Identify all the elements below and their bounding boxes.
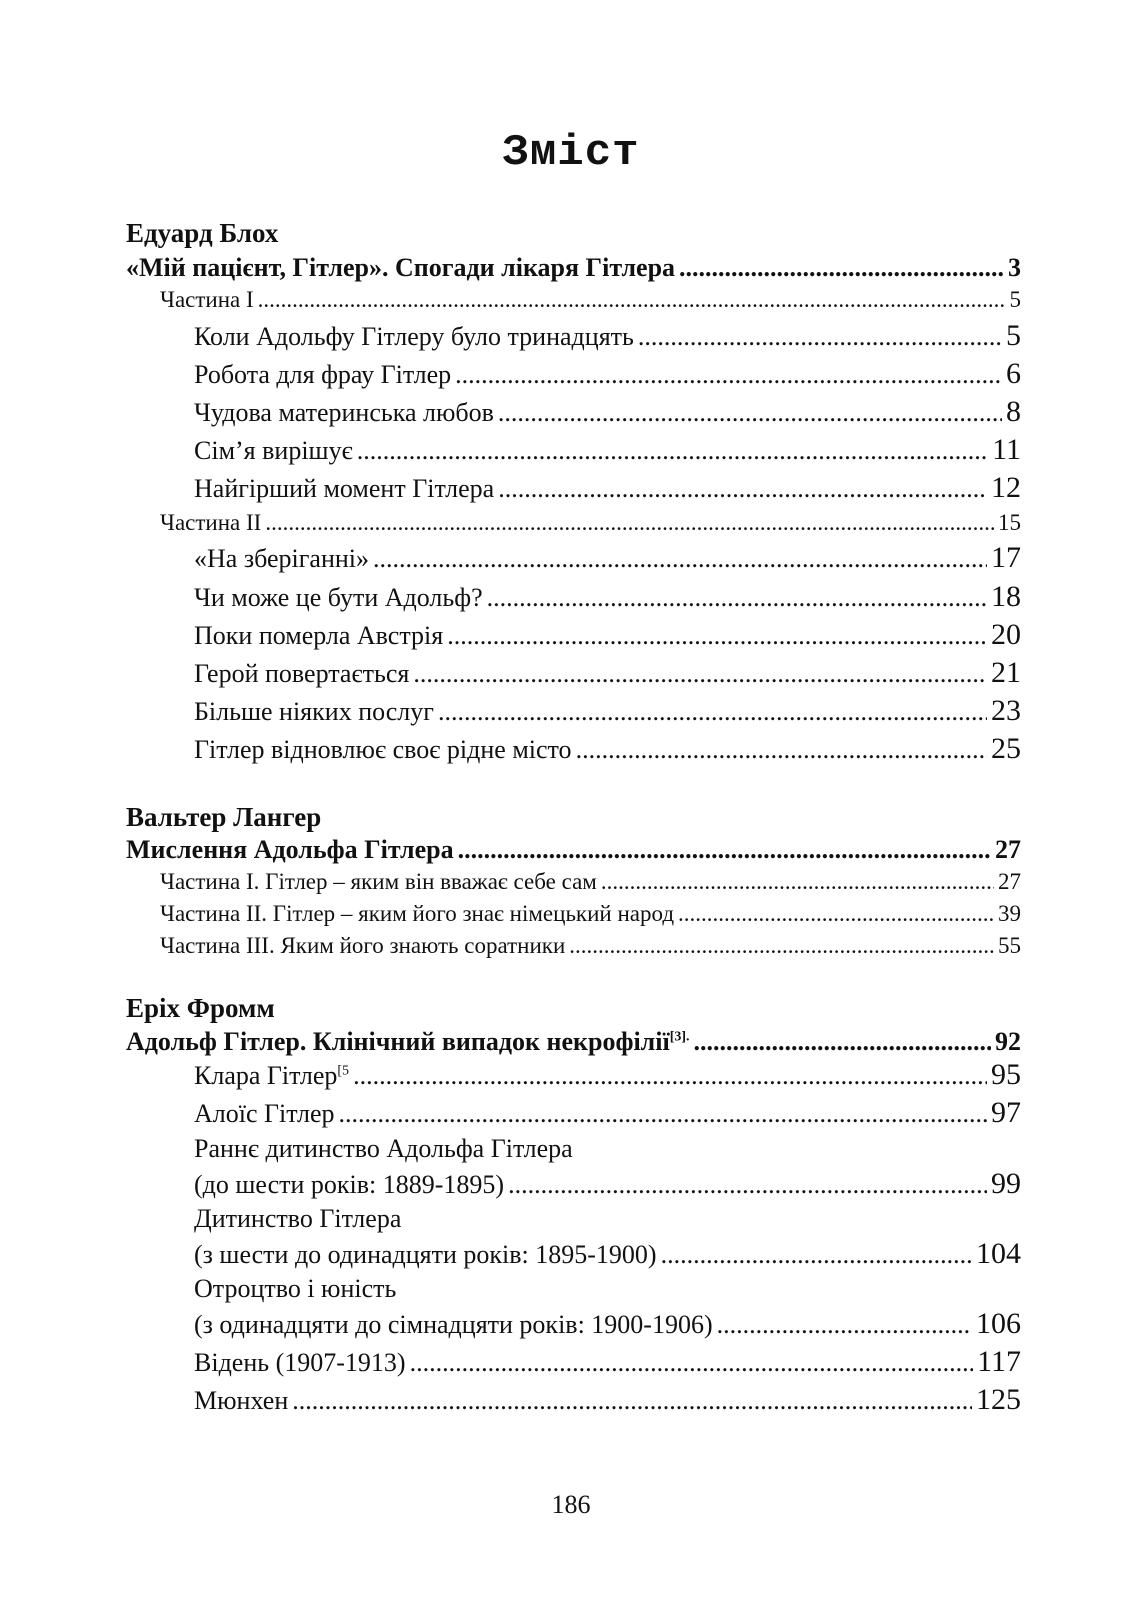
toc-entry-chapter[interactable] bbox=[194, 1096, 1021, 1130]
toc-entry-chapter-title-line: Раннє дитинство Адольфа Гітлера bbox=[194, 1134, 573, 1163]
toc-entry-chapter[interactable] bbox=[194, 357, 1021, 391]
toc-entry-page: 97 bbox=[991, 1096, 1021, 1129]
toc-entry-page: 117 bbox=[977, 1345, 1021, 1378]
toc-entry-label: Частина І. Гітлер – яким він вважає себе сам bbox=[160, 869, 597, 894]
dot-leader bbox=[353, 1061, 987, 1091]
toc-entry-chapter[interactable] bbox=[194, 1237, 1021, 1271]
toc-entry-page: 27 bbox=[995, 835, 1021, 864]
dot-leader bbox=[265, 510, 994, 536]
toc-entry-page: 95 bbox=[991, 1058, 1021, 1091]
toc-entry-page: 15 bbox=[998, 510, 1021, 535]
toc-entry-page: 18 bbox=[991, 580, 1021, 613]
dot-leader bbox=[508, 1170, 987, 1200]
toc-entry-book-bloch[interactable] bbox=[126, 253, 1021, 283]
toc-entry-page: 23 bbox=[991, 694, 1021, 727]
dot-leader bbox=[487, 583, 987, 613]
toc-entry-chapter[interactable] bbox=[194, 319, 1021, 353]
toc-entry-label: Сім’я вирішує bbox=[194, 436, 353, 465]
dot-leader bbox=[678, 901, 994, 927]
dot-leader bbox=[292, 1386, 972, 1416]
toc-entry-chapter[interactable] bbox=[194, 541, 1021, 575]
toc-entry-page: 25 bbox=[991, 732, 1021, 765]
toc-entry-label bbox=[194, 1061, 349, 1091]
toc-entry-label: (до шести років: 1889-1895) bbox=[194, 1170, 505, 1199]
toc-entry-label: Поки померла Австрія bbox=[194, 621, 444, 650]
dot-leader bbox=[601, 869, 994, 895]
toc-entry-page: 92 bbox=[995, 1027, 1021, 1056]
dot-leader bbox=[410, 1348, 974, 1378]
toc-entry-label: Відень (1907-1913) bbox=[194, 1348, 406, 1377]
toc-entry-chapter[interactable] bbox=[194, 618, 1021, 652]
toc-entry-page: 5 bbox=[1006, 319, 1021, 352]
toc-entry-label: Частина ІІІ. Яким його знають соратники bbox=[160, 933, 566, 958]
dot-leader bbox=[438, 697, 987, 727]
toc-entry-label: Чи може це бути Адольф? bbox=[194, 583, 483, 612]
toc-entry-label: (з одинадцяти до сімнадцяти років: 1900-1906) bbox=[194, 1310, 713, 1339]
page-title: Зміст bbox=[502, 128, 640, 178]
toc-entry-page: 104 bbox=[976, 1237, 1021, 1270]
toc-entry-label: Гітлер відновлює своє рідне місто bbox=[194, 735, 572, 764]
chapter-text: Клара Гітлер bbox=[194, 1061, 338, 1090]
toc-entry-page: 12 bbox=[991, 471, 1021, 504]
toc-entry-page: 21 bbox=[991, 656, 1021, 689]
toc-entry-chapter[interactable] bbox=[194, 1167, 1021, 1201]
dot-leader bbox=[258, 287, 1006, 313]
dot-leader bbox=[458, 835, 991, 865]
toc-entry-label: Чудова материнська любов bbox=[194, 398, 494, 427]
toc-entry-chapter[interactable] bbox=[194, 580, 1021, 614]
toc-entry-label: «Мій пацієнт, Гітлер». Спогади лікаря Гітлера bbox=[126, 253, 676, 282]
toc-entry-label: Алоїс Гітлер bbox=[194, 1099, 335, 1128]
footnote-ref: [3]. bbox=[669, 1029, 690, 1045]
dot-leader bbox=[679, 253, 1004, 283]
toc-entry-label: Більше ніяких послуг bbox=[194, 697, 434, 726]
toc-entry-page: 27 bbox=[998, 869, 1021, 894]
toc-entry-label: Частина І bbox=[160, 287, 254, 312]
toc-entry-part[interactable] bbox=[160, 933, 1021, 959]
toc-entry-book-fromm[interactable] bbox=[126, 1027, 1021, 1057]
dot-leader bbox=[498, 474, 987, 504]
dot-leader bbox=[694, 1027, 991, 1057]
author-heading-fromm: Еріх Фромм bbox=[126, 993, 275, 1023]
toc-entry-page: 106 bbox=[976, 1307, 1021, 1340]
toc-entry-chapter[interactable] bbox=[194, 1058, 1021, 1092]
dot-leader bbox=[638, 322, 1002, 352]
toc-entry-part[interactable] bbox=[160, 510, 1021, 536]
dot-leader bbox=[373, 544, 987, 574]
toc-entry-page: 3 bbox=[1008, 253, 1021, 282]
toc-entry-page: 20 bbox=[991, 618, 1021, 651]
toc-entry-chapter[interactable] bbox=[194, 1383, 1021, 1417]
toc-entry-part[interactable] bbox=[160, 287, 1021, 313]
dot-leader bbox=[447, 621, 987, 651]
toc-entry-label: Робота для фрау Гітлер bbox=[194, 360, 452, 389]
author-heading-bloch: Едуард Блох bbox=[126, 218, 279, 248]
book-title-text: Адольф Гітлер. Клінічний випадок некрофілії bbox=[126, 1027, 670, 1056]
toc-entry-label: Мюнхен bbox=[194, 1386, 289, 1415]
toc-entry-part[interactable] bbox=[160, 901, 1021, 927]
toc-entry-chapter[interactable] bbox=[194, 471, 1021, 505]
toc-entry-chapter[interactable] bbox=[194, 656, 1021, 690]
dot-leader bbox=[717, 1310, 972, 1340]
toc-entry-chapter[interactable] bbox=[194, 1307, 1021, 1341]
dot-leader bbox=[498, 398, 1002, 428]
toc-entry-page: 5 bbox=[1009, 287, 1021, 312]
author-heading-langer: Вальтер Лангер bbox=[126, 802, 322, 832]
toc-entry-chapter-title-line: Дитинство Гітлера bbox=[194, 1204, 402, 1233]
toc-entry-label bbox=[126, 1027, 690, 1057]
toc-entry-label: Герой повертається bbox=[194, 659, 410, 688]
toc-entry-chapter[interactable] bbox=[194, 694, 1021, 728]
toc-entry-label: Найгірший момент Гітлера bbox=[194, 474, 495, 503]
page-number: 186 bbox=[551, 1490, 591, 1519]
toc-entry-label: Частина ІІ. Гітлер – яким його знає німецький народ bbox=[160, 901, 675, 926]
toc-entry-label: «На зберіганні» bbox=[194, 544, 369, 573]
toc-entry-page: 17 bbox=[991, 541, 1021, 574]
toc-entry-page: 39 bbox=[998, 901, 1021, 926]
dot-leader bbox=[576, 735, 987, 765]
dot-leader bbox=[661, 1240, 972, 1270]
toc-entry-chapter[interactable] bbox=[194, 1345, 1021, 1379]
toc-entry-chapter-title-line: Отроцтво і юність bbox=[194, 1274, 397, 1303]
toc-entry-label: Коли Адольфу Гітлеру було тринадцять bbox=[194, 322, 634, 351]
toc-entry-page: 8 bbox=[1006, 395, 1021, 428]
toc-entry-book-langer[interactable] bbox=[126, 835, 1021, 865]
dot-leader bbox=[413, 659, 987, 689]
toc-entry-page: 55 bbox=[998, 933, 1021, 958]
toc-entry-label: Частина ІІ bbox=[160, 510, 262, 535]
toc-entry-label: Мислення Адольфа Гітлера bbox=[126, 835, 454, 864]
toc-entry-page: 125 bbox=[976, 1383, 1021, 1416]
toc-entry-page: 99 bbox=[991, 1167, 1021, 1200]
toc-entry-page: 11 bbox=[992, 433, 1021, 466]
footnote-ref: [5 bbox=[337, 1063, 350, 1079]
toc-entry-chapter[interactable] bbox=[194, 732, 1021, 766]
dot-leader bbox=[357, 436, 988, 466]
toc-entry-chapter[interactable] bbox=[194, 395, 1021, 429]
toc-entry-page: 6 bbox=[1006, 357, 1021, 390]
dot-leader bbox=[569, 933, 994, 959]
toc-entry-label: (з шести до одинадцяти років: 1895-1900) bbox=[194, 1240, 657, 1269]
toc-entry-part[interactable] bbox=[160, 869, 1021, 895]
dot-leader bbox=[455, 360, 1002, 390]
toc-entry-chapter[interactable] bbox=[194, 433, 1021, 467]
dot-leader bbox=[339, 1099, 988, 1129]
